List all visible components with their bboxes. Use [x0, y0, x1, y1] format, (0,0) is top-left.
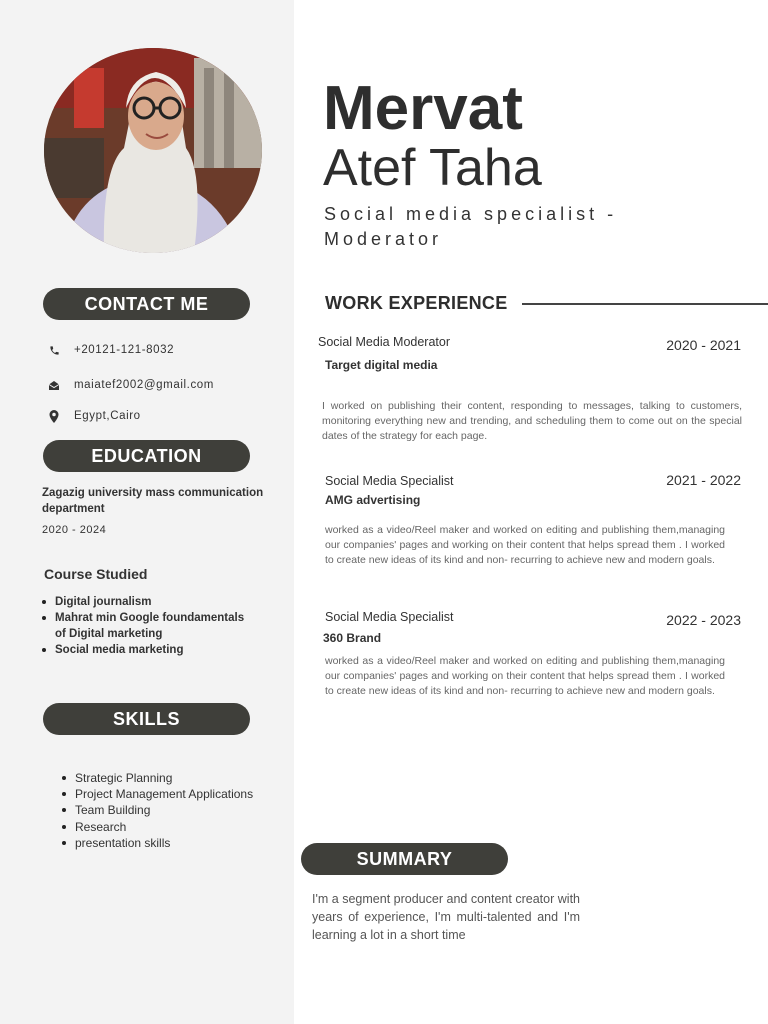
list-item: Team Building	[75, 802, 275, 818]
list-item: Project Management Applications	[75, 786, 275, 802]
summary-heading	[301, 843, 508, 875]
job-role: Social Media Specialist	[325, 610, 454, 624]
envelope-icon	[48, 379, 60, 391]
contact-location	[48, 410, 141, 422]
education-heading-label: EDUCATION	[91, 445, 202, 466]
list-item: Social media marketing	[55, 642, 255, 658]
education-heading	[43, 440, 250, 472]
job-role: Social Media Specialist	[325, 474, 454, 488]
contact-heading	[43, 288, 250, 320]
phone-text: +20121-121-8032	[74, 344, 175, 356]
list-item: Mahrat min Google foundamentals of Digital marketing	[55, 610, 255, 642]
name-last: Atef Taha	[323, 139, 542, 197]
job-company: 360 Brand	[323, 631, 382, 645]
phone-icon	[48, 344, 60, 356]
education-years: 2020 - 2024	[42, 524, 107, 536]
list-item: Strategic Planning	[75, 770, 275, 786]
job-years: 2021 - 2022	[666, 472, 741, 488]
profile-photo-image	[44, 48, 262, 253]
job-description: I worked on publishing their content, responding to messages, talking to customers, monitoring everything new and trending, and scheduling them to come out on the special dates of the strategy for each page.	[322, 400, 742, 443]
summary-text: I'm a segment producer and content creator with years of experience, I'm multi-talented and I'm learning a lot in a short time	[312, 892, 580, 942]
profile-photo	[44, 48, 262, 253]
location-pin-icon	[48, 410, 60, 422]
job-role: Social Media Moderator	[318, 335, 451, 349]
job-title: Social media specialist - Moderator	[324, 204, 618, 249]
contact-phone	[48, 344, 174, 356]
job-description: worked as a video/Reel maker and worked on editing and publishing them,managing our companies' pages and working on their content that helps spread them . I worked to create new ideas of its kind and non- recurring to achieve new and modern goals.	[325, 655, 725, 698]
name-first: Mervat	[323, 74, 523, 143]
list-item: Research	[75, 819, 275, 835]
summary-heading-label: SUMMARY	[356, 848, 453, 869]
location-text: Egypt,Cairo	[74, 410, 141, 422]
course-heading: Course Studied	[44, 566, 148, 582]
email-text: maiatef2002@gmail.com	[74, 379, 214, 391]
job-company: AMG advertising	[325, 493, 421, 507]
job-years: 2022 - 2023	[666, 612, 741, 628]
job-description: worked as a video/Reel maker and worked on editing and publishing them,managing our companies' pages and working on their content that helps spread them . I worked to create new ideas of its kind and non- recurring to achieve new and modern goals.	[325, 524, 725, 567]
work-experience-heading: WORK EXPERIENCE	[325, 293, 508, 313]
divider	[522, 303, 768, 305]
job-company: Target digital media	[325, 358, 438, 372]
list-item: Digital journalism	[55, 594, 255, 610]
skills-heading-label: SKILLS	[112, 708, 180, 729]
contact-email	[48, 379, 214, 391]
skills-heading	[43, 703, 250, 735]
skills-list	[75, 770, 275, 851]
education-school: Zagazig university mass communication department	[42, 487, 264, 515]
list-item: presentation skills	[75, 835, 275, 851]
contact-heading-label: CONTACT ME	[84, 293, 209, 314]
job-years: 2020 - 2021	[666, 337, 741, 353]
course-list	[55, 594, 255, 658]
